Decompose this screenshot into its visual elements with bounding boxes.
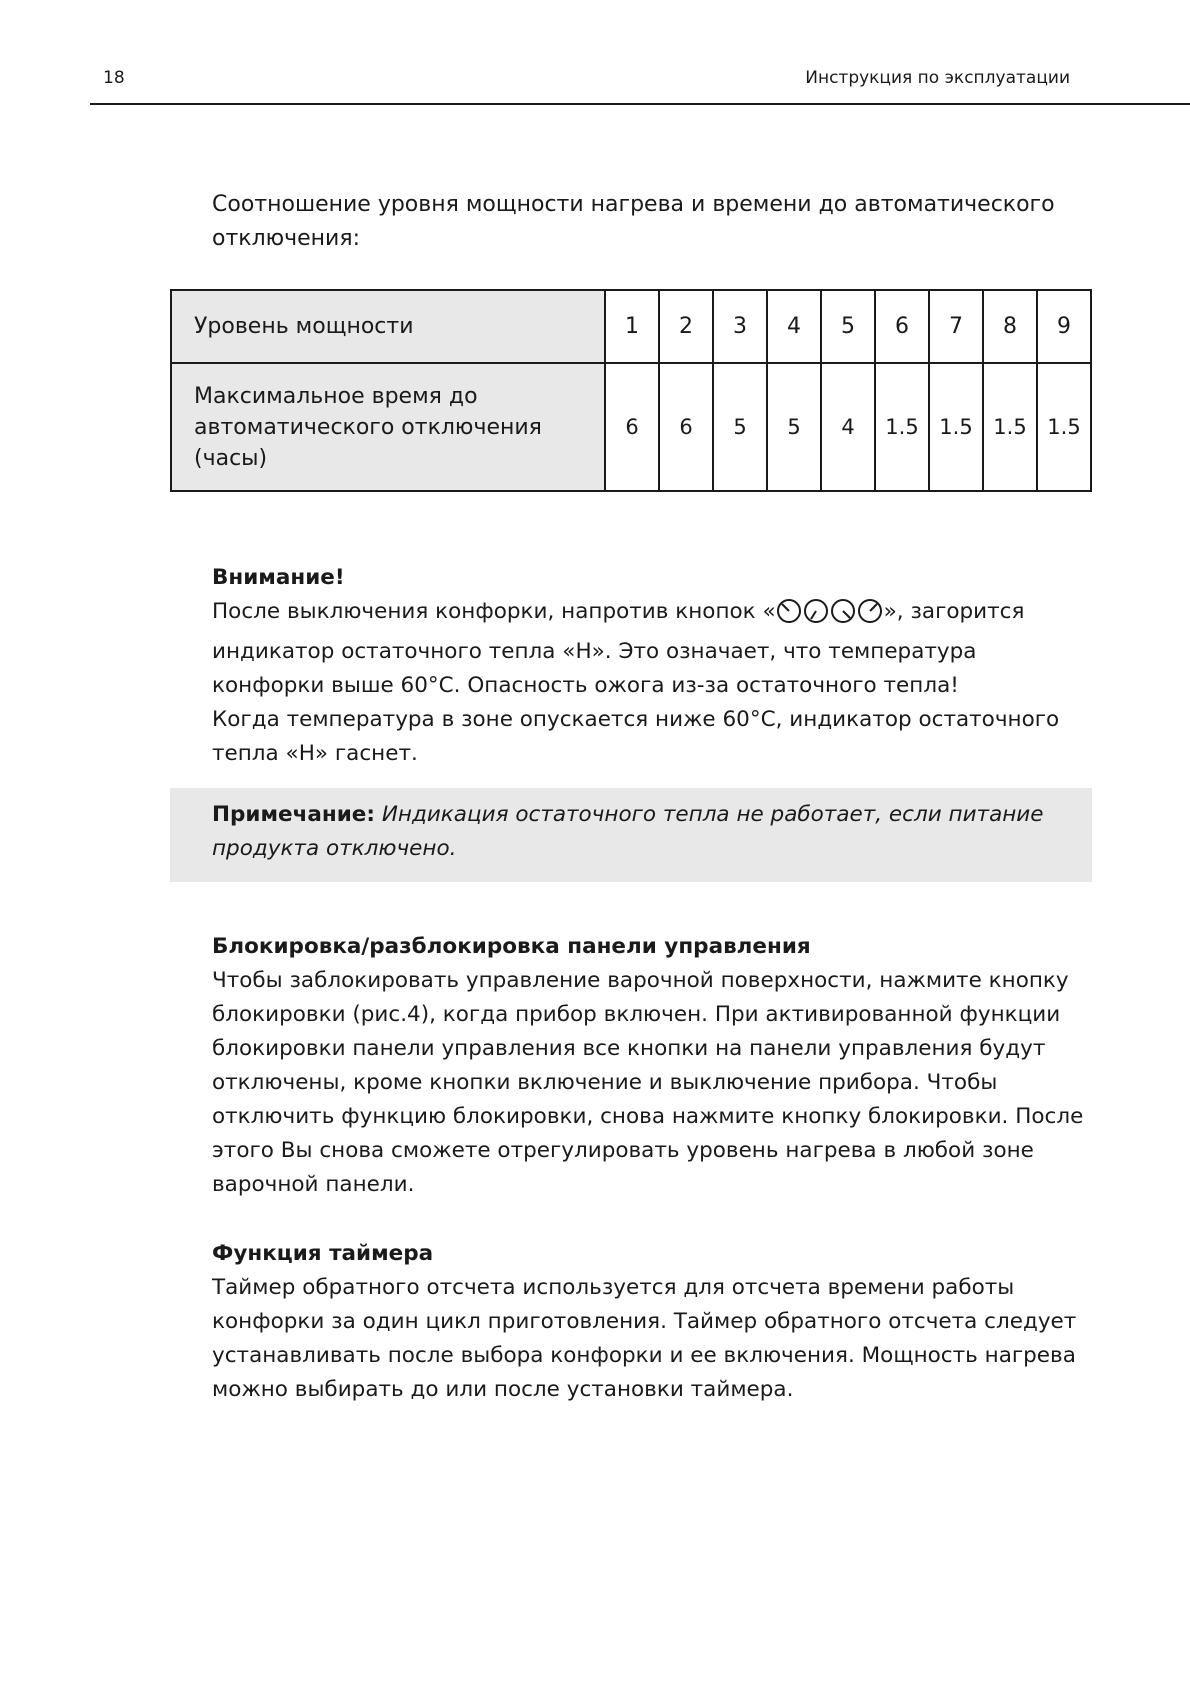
time-cell: 4 — [821, 363, 875, 491]
note-box — [170, 788, 1092, 882]
level-cell: 4 — [767, 290, 821, 363]
time-cell: 6 — [605, 363, 659, 491]
table-row-power-levels — [171, 290, 1091, 363]
level-cell: 5 — [821, 290, 875, 363]
knob-icon-1 — [776, 598, 802, 624]
running-title: Инструкция по эксплуатации — [805, 68, 1070, 88]
lock-section-title: Блокировка/разблокировка панели управления — [212, 934, 811, 959]
table-row-max-time — [171, 363, 1091, 491]
knob-icons-group — [776, 598, 884, 635]
note-body: Индикация остаточного тепла не работает, если питание продукта отключено. — [212, 802, 1044, 861]
lock-section — [212, 930, 1092, 1202]
knob-icon-3 — [830, 598, 856, 624]
intro-paragraph: Соотношение уровня мощности нагрева и времени до автоматического отключения: — [212, 192, 1055, 251]
header-divider — [90, 103, 1190, 105]
knob-icon-2 — [803, 598, 829, 624]
level-cell: 8 — [983, 290, 1037, 363]
row-header-max-time: Максимальное время до автоматического отключения (часы) — [171, 363, 605, 491]
time-cell: 1.5 — [929, 363, 983, 491]
page-number: 18 — [103, 68, 125, 88]
warning-text-2: Когда температура в зоне опускается ниже 60°С, индикатор остаточного тепла «Н» гаснет. — [212, 707, 1060, 766]
warning-block — [212, 561, 1092, 771]
level-cell: 1 — [605, 290, 659, 363]
timer-section — [212, 1237, 1092, 1407]
level-cell: 6 — [875, 290, 929, 363]
time-cell: 1.5 — [875, 363, 929, 491]
page-header — [0, 0, 1190, 106]
level-cell: 2 — [659, 290, 713, 363]
timer-section-text: Таймер обратного отсчета используется для отсчета времени работы конфорки за один цикл приготовления. Таймер обратного отсчета следует устанавливать после выбора конфорки и ее включения. Мощность нагрева можно выбирать до или после установки таймера. — [212, 1275, 1077, 1402]
level-cell: 3 — [713, 290, 767, 363]
knob-icon-4 — [857, 598, 883, 624]
note-label: Примечание: — [212, 802, 375, 827]
level-cell: 9 — [1037, 290, 1091, 363]
warning-text-before-icons: После выключения конфорки, напротив кнопок « — [212, 599, 776, 624]
power-level-table — [170, 289, 1092, 492]
warning-title: Внимание! — [212, 565, 345, 590]
warning-text-after-icons: », загорится индикатор остаточного тепла «Н». Это означает, что температура конфорки выше 60°С. Опасность ожога из-за остаточного тепла! — [212, 599, 1025, 698]
time-cell: 6 — [659, 363, 713, 491]
warning-text — [212, 595, 1092, 703]
row-header-power-level: Уровень мощности — [171, 290, 605, 363]
note-text — [212, 798, 1052, 866]
time-cell: 1.5 — [1037, 363, 1091, 491]
level-cell: 7 — [929, 290, 983, 363]
time-cell: 5 — [767, 363, 821, 491]
time-cell: 5 — [713, 363, 767, 491]
time-cell: 1.5 — [983, 363, 1037, 491]
lock-section-text: Чтобы заблокировать управление варочной поверхности, нажмите кнопку блокировки (рис.4), когда прибор включен. При активированной функции блокировки панели управления все кнопки на панели управления будут отключены, кроме кнопки включение и выключение прибора. Чтобы отключить функцию блокировки, снова нажмите кнопку блокировки. После этого Вы снова сможете отрегулировать уровень нагрева в любой зоне варочной панели. — [212, 968, 1084, 1197]
timer-section-title: Функция таймера — [212, 1241, 434, 1266]
